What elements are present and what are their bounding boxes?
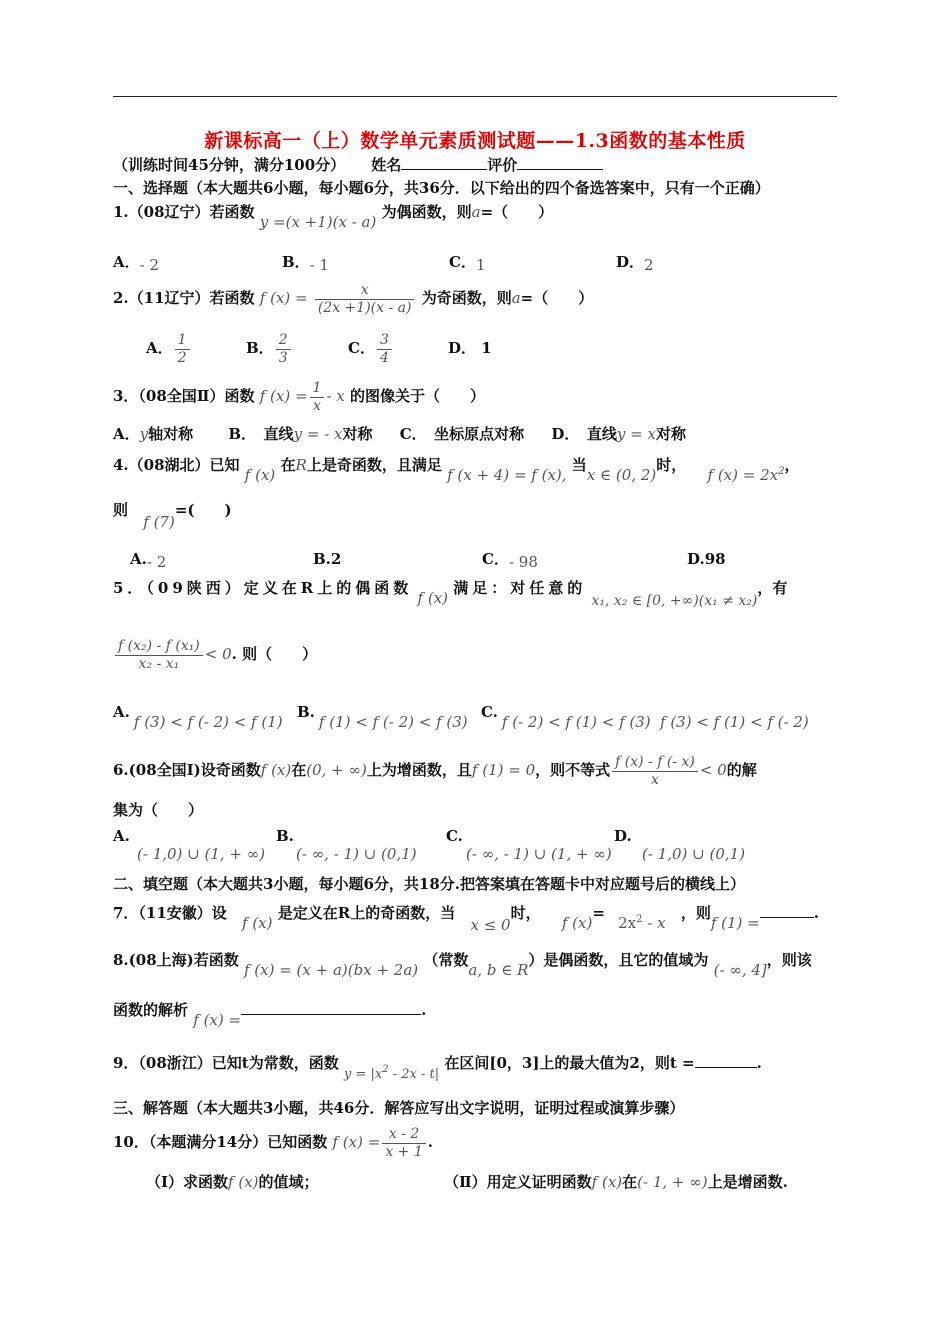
q2-option-c[interactable]: C． $\frac{3}{4}$ [348,330,394,367]
q2-option-d[interactable]: D． 1 [448,339,492,357]
q1-option-b[interactable]: B．- 1 [282,253,330,274]
question-7: 7．（11安徽）设 f (x) 是定义在R上的奇函数，当 x ≤ 0时， f $(x)= 2x^2 - x$ ，则f (1) =. [113,904,819,934]
q6-option-a[interactable]: A. (- 1,0) ∪ (1, + ∞) [113,827,266,863]
q6-option-d[interactable]: D. (- 1,0) ∪ (0,1) [614,827,746,863]
q4-option-a[interactable]: A.- 2 [130,550,167,571]
q3-fraction: $\frac{1}{x}$ [310,380,325,415]
q8-answer-blank[interactable] [241,1000,421,1015]
q3-option-a[interactable]: A．y轴对称 [113,425,194,443]
q3-option-c[interactable]: C． 坐标原点对称 [399,425,525,443]
q5-fraction: $\frac{\text{f (x₂) - f (x₁)}}{\text{x₂ - x₁}}$ [115,638,203,673]
header-rule [113,96,837,97]
q7-answer-blank[interactable] [760,903,814,918]
question-3: 3．（08全国Ⅱ）函数 f (x) = $\frac{1}{x}$ - x 的图像关于（ ） [113,379,485,414]
q10-part-2: （Ⅱ）用定义证明函数f (x)在(- 1, + ∞)上是增函数. [444,1173,788,1191]
q5-option-c[interactable]: C.f (- 2) < f (1) < f (3) [481,703,651,731]
question-8: 8.(08上海)若函数 f (x) = (x + a)(bx + 2a) （常数a, b ∈ R）是偶函数，且它的值域为 (- ∞, 4]，则该 [113,951,812,979]
page-title: 新课标高一（上）数学单元素质测试题——1.3函数的基本性质 [204,130,746,152]
q10-part-1: （Ⅰ）求函数f (x)的值域； [146,1173,319,1191]
question-10: 10．（本题满分14分）已知函数 f (x) = $\frac{x - 2}{x + 1}$ . [113,1125,433,1160]
section-2-heading: 二、填空题（本大题共3小题，每小题6分，共18分.把答案填在答题卡中对应题号后的横线上） [113,875,745,893]
q4-option-b[interactable]: B.2 [313,550,342,568]
q5-option-a[interactable]: A.f (3) < f (- 2) < f (1) [113,703,283,731]
q5-option-b[interactable]: B.f (1) < f (- 2) < f (3) [297,703,468,731]
exam-info: （训练时间45分钟，满分100分） 姓名 评价 [113,155,603,175]
q6-option-b[interactable]: B. (- ∞, - 1) ∪ (0,1) [276,827,417,863]
q1-option-c[interactable]: C．1 [449,253,486,274]
question-9: 9．（08浙江）已知t为常数，函数 $y = |x^2 - 2x - t|$ 在区间[0，3]上的最大值为2，则t = . [113,1054,762,1082]
q3-option-d[interactable]: D． 直线y = x对称 [551,425,686,443]
q1-option-d[interactable]: D．2 [616,253,654,274]
q2-fraction: $\frac{x}{(2x +1)(x - a)}$ [315,282,415,317]
question-1: 1.（08辽宁）若函数 y =(x +1)(x - a) 为偶函数，则a=（ ） [113,203,554,231]
question-8-line2: 函数的解析 f (x) =. [113,1001,427,1029]
q6-option-c[interactable]: C. (- ∞, - 1) ∪ (1, + ∞) [446,827,612,863]
question-6-line2: 集为（ ） [113,801,204,819]
question-2: 2.（11辽宁）若函数 f (x) = $\frac{x}{(2x +1)(x - a)}$ 为奇函数，则a=（ ） [113,281,594,316]
question-4: 4.（08湖北）已知 f (x) 在R上是奇函数，且满足 f (x + 4) = f (x), 当x ∈ (0, 2)时， f $(x) = 2x^2$， [113,456,800,484]
name-blank[interactable] [401,155,487,170]
q10-fraction: $\frac{x - 2}{x + 1}$ [382,1126,425,1161]
q1-option-a[interactable]: A．- 2 [113,253,160,274]
question-4-line2: 则 f (7)=( ) [113,501,232,531]
q2-option-b[interactable]: B． $\frac{2}{3}$ [246,330,293,367]
q6-fraction: $\frac{f (x) - f (- x)}{x}$ [612,754,698,789]
q4-option-d[interactable]: D.98 [687,550,726,568]
section-1-heading: 一、选择题（本大题共6小题，每小题6分，共36分．以下给出的四个备选答案中，只有一个正确） [113,179,770,197]
question-5: 5．（09陕西）定义在R上的偶函数 f (x) 满足：对任意的 x₁, x₂ ∈ [0, +∞)(x₁ ≠ x₂)，有 [113,579,788,609]
q3-option-b[interactable]: B． 直线y = - x对称 [228,425,373,443]
question-6: 6.(08全国Ⅰ)设奇函数f (x)在(0, + ∞)上为增函数，且f (1) = 0，则不等式 $\frac{f (x) - f (- x)}{x}$ < 0的解 [113,753,757,788]
section-3-heading: 三、解答题（本大题共3小题，共46分．解答应写出文字说明，证明过程或演算步骤） [113,1099,685,1117]
q5-option-d[interactable]: f (3) < f (1) < f (- 2) [660,713,809,731]
q3-options [113,424,686,444]
q9-answer-blank[interactable] [695,1053,757,1068]
q4-option-c[interactable]: C．- 98 [482,550,538,571]
grade-blank[interactable] [517,155,603,170]
question-5-line2: $\frac{\text{f (x₂) - f (x₁)}}{\text{x₂ - x₁}}$ < 0. 则（ ） [113,634,317,674]
q2-option-a[interactable]: A． $\frac{1}{2}$ [146,330,192,367]
